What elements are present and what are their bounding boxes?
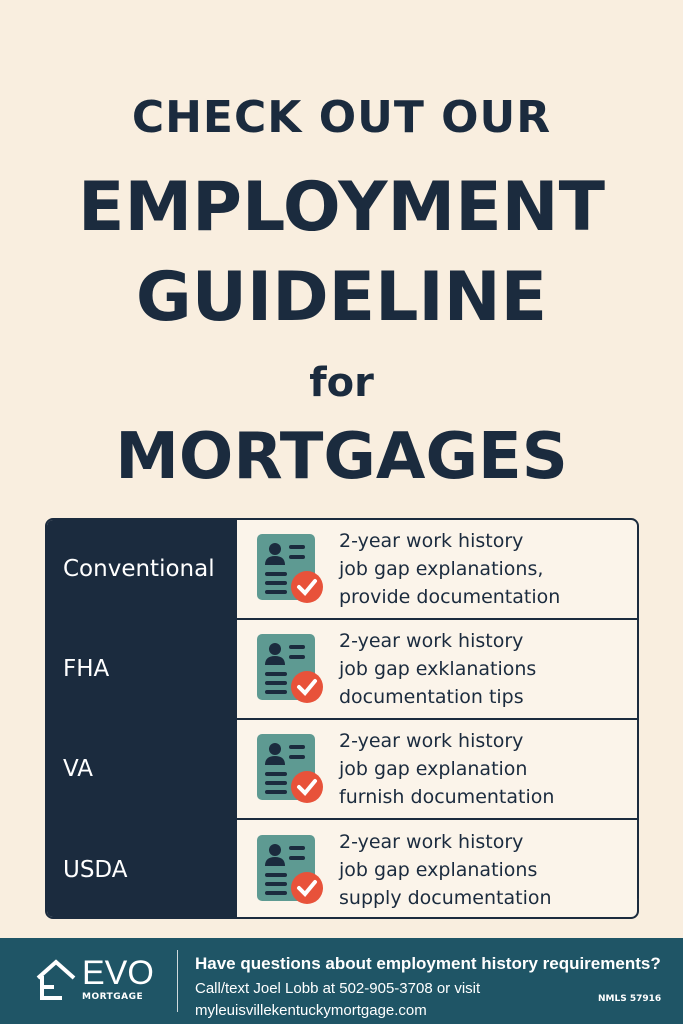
requirement-line: job gap explanations, [339,558,544,580]
requirements-cell [237,720,637,818]
table-row [47,820,637,919]
house-icon [34,958,78,1002]
nmls-number: NMLS 57916 [598,994,662,1004]
footer [0,938,683,1024]
requirements-cell [237,820,637,919]
requirement-line: documentation tips [339,686,524,708]
requirement-line: supply documentation [339,887,552,909]
requirement-line: job gap explanations [339,859,538,881]
requirement-line: furnish documentation [339,786,555,808]
table-row [47,720,637,820]
resume-check-icon [257,534,323,604]
heading-line-4: for [309,360,374,406]
requirement-line: 2-year work history [339,831,524,853]
table-row [47,520,637,620]
footer-question: Have questions about employment history requirements? [195,954,661,973]
table-row [47,620,637,720]
loan-type-label: VA [47,720,237,818]
footer-contact: Call/text Joel Lobb at 502-905-3708 or visit [195,980,481,997]
heading-line-2: EMPLOYMENT [78,168,605,247]
guideline-table [45,518,639,919]
requirement-line: 2-year work history [339,630,524,652]
divider [177,950,178,1012]
heading-line-1: CHECK OUT OUR [131,92,552,143]
requirements-cell [237,620,637,718]
footer-website-link[interactable]: myleuisvillekentuckymortgage.com [195,1002,427,1019]
requirement-line: 2-year work history [339,530,524,552]
requirements-cell [237,520,637,618]
heading-line-5: MORTGAGES [115,420,568,494]
brand-sub: MORTGAGE [82,992,144,1002]
requirement-line: job gap exklanations [339,658,537,680]
brand-name: EVO [82,954,154,992]
requirement-line: provide documentation [339,586,561,608]
resume-check-icon [257,734,323,804]
requirement-line: 2-year work history [339,730,524,752]
requirement-line: job gap explanation [339,758,528,780]
loan-type-label: USDA [47,820,237,919]
heading-line-3: GUIDELINE [135,258,548,337]
resume-check-icon [257,634,323,704]
resume-check-icon [257,835,323,905]
loan-type-label: Conventional [47,520,237,618]
evo-logo [34,956,154,1002]
loan-type-label: FHA [47,620,237,718]
